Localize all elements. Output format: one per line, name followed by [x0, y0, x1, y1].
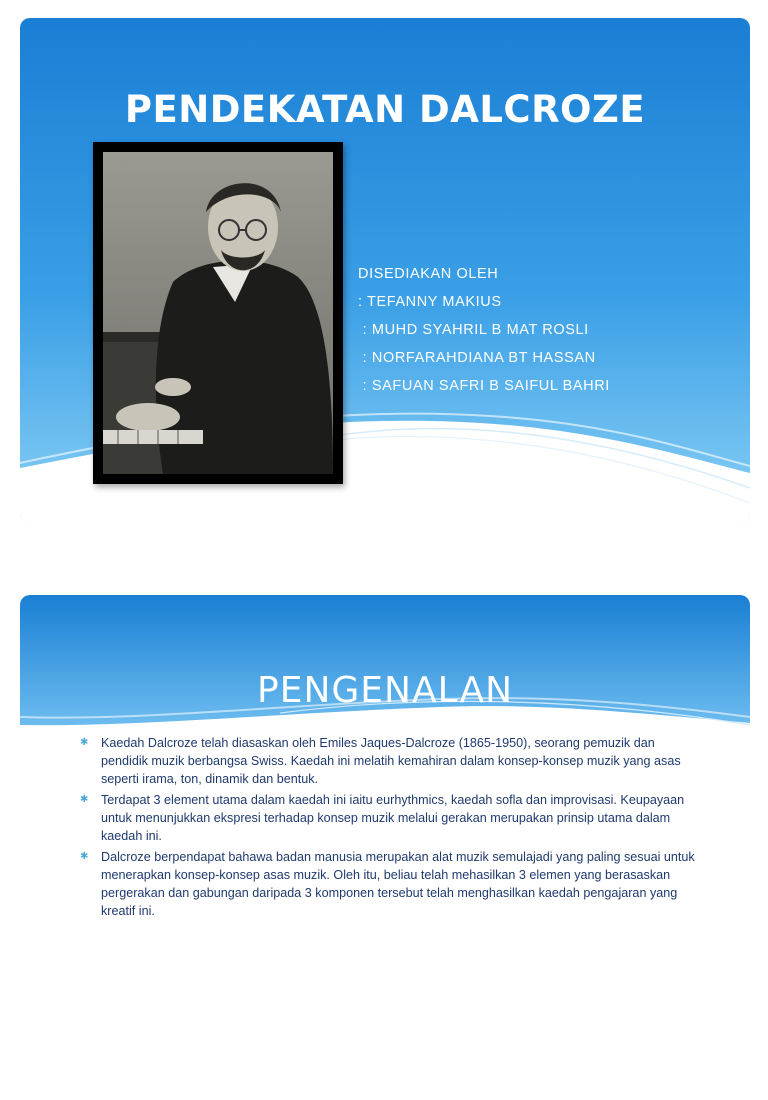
bullet-text: Kaedah Dalcroze telah diasaskan oleh Emiles Jaques-Dalcroze (1865-1950), seorang pemuzik dan pendidik muzik berbangsa Swiss. Kaedah ini melatih kemahiran dalam konsep-konsep muzik yang asas seperti irama, ton, dinamik dan bentuk. [101, 736, 681, 786]
credits-block [358, 260, 610, 400]
credits-name: : NORFARAHDIANA BT HASSAN [358, 350, 596, 366]
bullet-list [76, 734, 696, 923]
slide-introduction [20, 595, 750, 1100]
credits-name: : MUHD SYAHRIL B MAT ROSLI [358, 322, 589, 338]
credits-name: : TEFANNY MAKIUS [358, 294, 502, 310]
credits-heading: DISEDIAKAN OLEH [358, 266, 499, 282]
slide-title [20, 18, 750, 523]
bullet-asterisk-icon: ✱ [80, 851, 89, 862]
credits-name: : SAFUAN SAFRI B SAIFUL BAHRI [358, 378, 610, 394]
bullet-text: Terdapat 3 element utama dalam kaedah ini iaitu eurhythmics, kaedah sofla dan improvisasi. Keupayaan untuk menunjukkan ekspresi terhadap konsep muzik melalui gerakan merupakan prinsip utama dalam kaedah ini. [101, 793, 685, 843]
slide-title-text: PENDEKATAN DALCROZE [124, 88, 646, 131]
list-item [76, 791, 696, 845]
list-item [76, 734, 696, 788]
bullet-asterisk-icon: ✱ [80, 737, 89, 748]
bullet-asterisk-icon: ✱ [80, 794, 89, 805]
slide-title-text: PENGENALAN [256, 670, 514, 711]
bullet-text: Dalcroze berpendapat bahawa badan manusia merupakan alat muzik semulajadi yang paling sesuai untuk menerapkan konsep-konsep asas muzik. Oleh itu, beliau telah mehasilkan 3 elemen yang berasaskan pergerakan dan gabungan daripada 3 komponen tersebut telah menghasilkan kaedah pengajaran yang kreatif ini. [101, 850, 695, 918]
list-item [76, 848, 696, 920]
portrait-photo [93, 142, 343, 484]
portrait-pianist-icon [103, 152, 333, 474]
